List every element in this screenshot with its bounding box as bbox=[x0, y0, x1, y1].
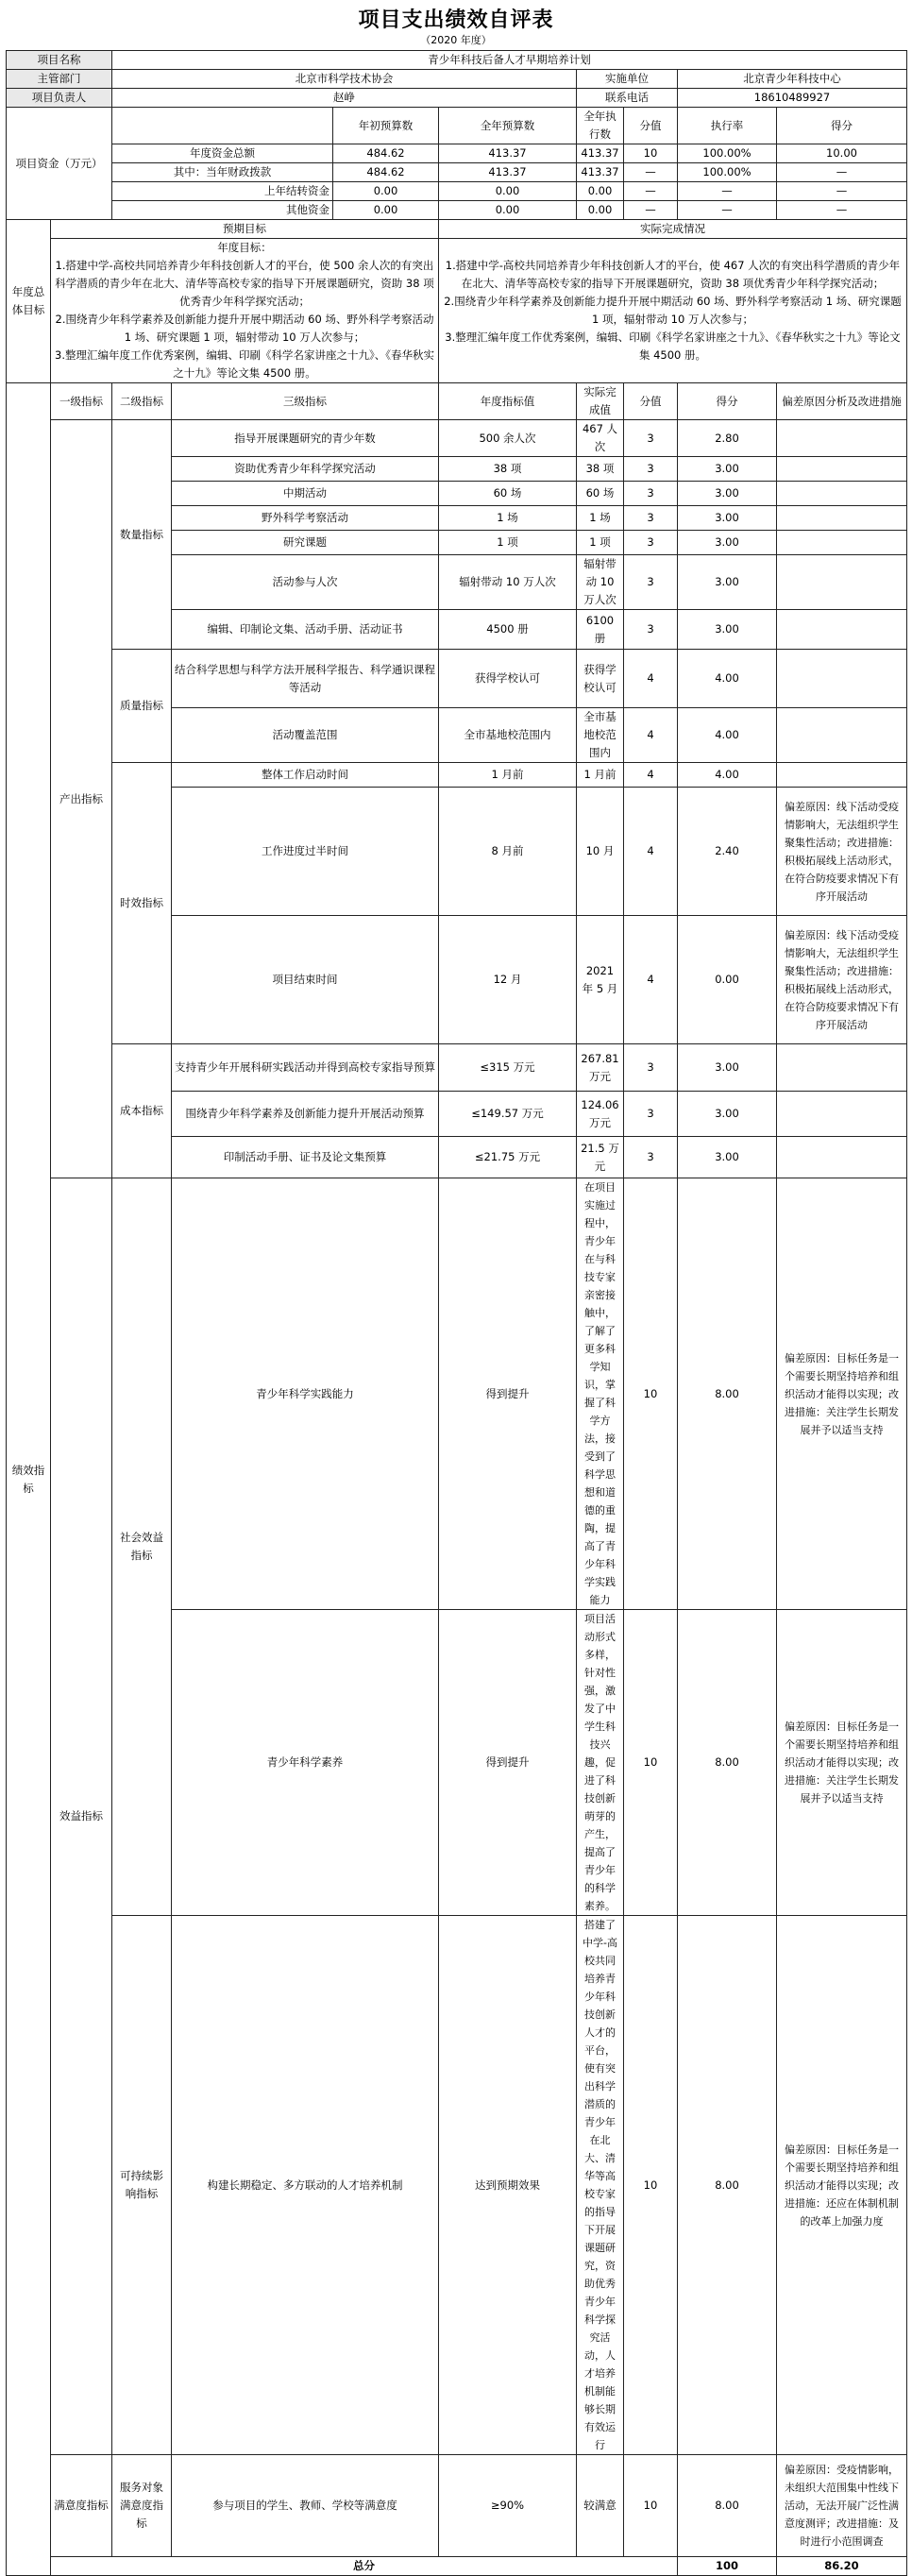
funds-cell: — bbox=[624, 201, 678, 220]
funds-header: 年初预算数 bbox=[333, 108, 439, 144]
indicator-deviation: 偏差原因：目标任务是一个需要长期坚持培养和组织活动才能得以实现；改进措施：关注学生长期发展并予以适当支持 bbox=[777, 1610, 907, 1916]
indicator-got: 3.00 bbox=[678, 1092, 777, 1137]
dept-label: 主管部门 bbox=[7, 70, 112, 89]
indicator-actual: 267.81 万元 bbox=[577, 1044, 624, 1092]
funds-cell: 413.37 bbox=[577, 144, 624, 163]
indicator-deviation bbox=[777, 506, 907, 531]
lead-label: 项目负责人 bbox=[7, 89, 112, 108]
indicator-actual: 2021 年 5 月 bbox=[577, 916, 624, 1044]
perf-header: 分值 bbox=[624, 383, 678, 420]
funds-cell: — bbox=[777, 182, 907, 201]
indicator-score: 10 bbox=[624, 2455, 678, 2557]
indicator-score: 4 bbox=[624, 650, 678, 708]
indicator-name: 资助优秀青少年科学探究活动 bbox=[172, 457, 439, 482]
indicator-name: 中期活动 bbox=[172, 482, 439, 506]
project-name: 青少年科技后备人才早期培养计划 bbox=[112, 51, 907, 70]
impl-value: 北京青少年科技中心 bbox=[678, 70, 907, 89]
indicator-score: 3 bbox=[624, 1137, 678, 1178]
info-row-name bbox=[7, 51, 907, 70]
indicator-name: 围绕青少年科学素养及创新能力提升开展活动预算 bbox=[172, 1092, 439, 1137]
indicator-name: 活动参与人次 bbox=[172, 555, 439, 610]
level2-quantity: 数量指标 bbox=[112, 420, 172, 650]
funds-cell: 413.37 bbox=[439, 163, 577, 182]
name-label: 项目名称 bbox=[7, 51, 112, 70]
indicator-actual: 1 月前 bbox=[577, 763, 624, 788]
funds-row-label: 上年结转资金 bbox=[112, 182, 333, 201]
indicator-actual: 搭建了中学-高校共同培养青少年科技创新人才的平台，使有突出科学潜质的青少年在北大、清华等高校专家的指导下开展课题研究，资助优秀青少年科学探究活动，人才培养机制能够长期有效运行 bbox=[577, 1916, 624, 2455]
table-row bbox=[7, 420, 907, 457]
table-row bbox=[7, 763, 907, 788]
indicator-deviation: 偏差原因：目标任务是一个需要长期坚持培养和组织活动才能得以实现；改进措施：还应在体制机制的改革上加强力度 bbox=[777, 1916, 907, 2455]
indicator-score: 4 bbox=[624, 788, 678, 916]
total-label: 总分 bbox=[51, 2557, 678, 2576]
total-got: 86.20 bbox=[777, 2557, 907, 2576]
funds-cell: 100.00% bbox=[678, 163, 777, 182]
actual-header: 实际完成情况 bbox=[439, 220, 907, 239]
indicator-got: 3.00 bbox=[678, 1044, 777, 1092]
indicator-score: 3 bbox=[624, 420, 678, 457]
funds-cell: 484.62 bbox=[333, 144, 439, 163]
perf-header-row bbox=[7, 383, 907, 420]
expected-line: 1.搭建中学-高校共同培养青少年科技创新人才的平台，使 500 余人次的有突出科学潜质的青少年在北大、清华等高校专家的指导下开展课题研究，资助 38 项优秀青少年科学探究活动； bbox=[55, 259, 434, 308]
indicator-got: 3.00 bbox=[678, 1137, 777, 1178]
indicator-deviation bbox=[777, 610, 907, 650]
table-row bbox=[7, 1916, 907, 2455]
indicator-score: 10 bbox=[624, 1610, 678, 1916]
funds-label: 项目资金（万元） bbox=[7, 108, 112, 220]
indicator-got: 4.00 bbox=[678, 763, 777, 788]
indicator-score: 10 bbox=[624, 1916, 678, 2455]
indicator-deviation bbox=[777, 482, 907, 506]
perf-side-label: 绩效指标 bbox=[7, 383, 51, 2576]
actual-line: 1.搭建中学-高校共同培养青少年科技创新人才的平台，使 467 人次的有突出科学潜质的青少年在北大、清华等高校专家的指导下开展课题研究，资助 38 项优秀青少年科学探究活动； bbox=[445, 259, 901, 290]
indicator-name: 结合科学思想与科学方法开展科学报告、科学通识课程等活动 bbox=[172, 650, 439, 708]
perf-header: 实际完成值 bbox=[577, 383, 624, 420]
indicator-score: 3 bbox=[624, 555, 678, 610]
funds-cell: — bbox=[678, 201, 777, 220]
level2-social: 社会效益指标 bbox=[112, 1178, 172, 1916]
indicator-target: 获得学校认可 bbox=[439, 650, 577, 708]
indicator-deviation bbox=[777, 555, 907, 610]
funds-cell: 0.00 bbox=[439, 201, 577, 220]
indicator-target: ≤315 万元 bbox=[439, 1044, 577, 1092]
indicator-score: 4 bbox=[624, 763, 678, 788]
indicator-actual: 60 场 bbox=[577, 482, 624, 506]
indicator-name: 项目结束时间 bbox=[172, 916, 439, 1044]
indicator-name: 支持青少年开展科研实践活动并得到高校专家指导预算 bbox=[172, 1044, 439, 1092]
indicator-actual: 全市基地校范围内 bbox=[577, 708, 624, 763]
indicator-name: 指导开展课题研究的青少年数 bbox=[172, 420, 439, 457]
funds-cell: 413.37 bbox=[439, 144, 577, 163]
indicator-target: ≤149.57 万元 bbox=[439, 1092, 577, 1137]
indicator-got: 8.00 bbox=[678, 1178, 777, 1610]
indicator-got: 8.00 bbox=[678, 2455, 777, 2557]
indicator-name: 整体工作启动时间 bbox=[172, 763, 439, 788]
indicator-actual: 124.06 万元 bbox=[577, 1092, 624, 1137]
dept-value: 北京市科学技术协会 bbox=[112, 70, 577, 89]
indicator-deviation bbox=[777, 650, 907, 708]
actual-line: 3.整理汇编年度工作优秀案例，编辑、印刷《科学名家讲座之十九》、《春华秋实之十九》等论文集 4500 册。 bbox=[445, 330, 901, 362]
indicator-name: 编辑、印制论文集、活动手册、活动证书 bbox=[172, 610, 439, 650]
indicator-deviation: 偏差原因：线下活动受疫情影响大，无法组织学生聚集性活动；改进措施：积极拓展线上活动形式，在符合防疫要求情况下有序开展活动 bbox=[777, 916, 907, 1044]
funds-row-label: 年度资金总额 bbox=[112, 144, 333, 163]
funds-cell: 0.00 bbox=[333, 201, 439, 220]
indicator-target: 1 项 bbox=[439, 531, 577, 555]
funds-cell: 100.00% bbox=[678, 144, 777, 163]
page-year: （2020 年度） bbox=[420, 34, 492, 46]
indicator-name: 参与项目的学生、教师、学校等满意度 bbox=[172, 2455, 439, 2557]
actual-goals bbox=[439, 239, 907, 383]
table-row bbox=[7, 1044, 907, 1092]
table-row bbox=[7, 1178, 907, 1610]
indicator-got: 3.00 bbox=[678, 457, 777, 482]
indicator-target: 500 余人次 bbox=[439, 420, 577, 457]
funds-header: 全年预算数 bbox=[439, 108, 577, 144]
indicator-got: 3.00 bbox=[678, 506, 777, 531]
indicator-deviation bbox=[777, 708, 907, 763]
indicator-deviation: 偏差原因：线下活动受疫情影响大，无法组织学生聚集性活动；改进措施：积极拓展线上活动形式，在符合防疫要求情况下有序开展活动 bbox=[777, 788, 907, 916]
table-row bbox=[7, 650, 907, 708]
indicator-deviation: 偏差原因：目标任务是一个需要长期坚持培养和组织活动才能得以实现；改进措施：关注学生长期发展并予以适当支持 bbox=[777, 1178, 907, 1610]
indicator-target: ≥90% bbox=[439, 2455, 577, 2557]
funds-row bbox=[7, 201, 907, 220]
indicator-got: 0.00 bbox=[678, 916, 777, 1044]
funds-cell: — bbox=[777, 163, 907, 182]
info-row-dept bbox=[7, 70, 907, 89]
indicator-target: 38 项 bbox=[439, 457, 577, 482]
expected-header: 预期目标 bbox=[51, 220, 439, 239]
indicator-score: 3 bbox=[624, 1092, 678, 1137]
actual-line: 2.围绕青少年科学素养及创新能力提升开展中期活动 60 场、野外科学考察活动 1 场、研究课题 1 项，辐射带动 10 万人次参与； bbox=[444, 295, 902, 326]
indicator-deviation bbox=[777, 457, 907, 482]
indicator-got: 3.00 bbox=[678, 482, 777, 506]
indicator-target: 得到提升 bbox=[439, 1610, 577, 1916]
indicator-score: 10 bbox=[624, 1178, 678, 1610]
funds-cell: 0.00 bbox=[333, 182, 439, 201]
funds-cell: 0.00 bbox=[439, 182, 577, 201]
funds-cell: 413.37 bbox=[577, 163, 624, 182]
evaluation-table bbox=[6, 50, 907, 2576]
page-title: 项目支出绩效自评表 bbox=[358, 8, 554, 32]
funds-cell: — bbox=[777, 201, 907, 220]
indicator-name: 活动覆盖范围 bbox=[172, 708, 439, 763]
indicator-name: 野外科学考察活动 bbox=[172, 506, 439, 531]
indicator-got: 4.00 bbox=[678, 650, 777, 708]
indicator-target: 辐射带动 10 万人次 bbox=[439, 555, 577, 610]
indicator-target: 4500 册 bbox=[439, 610, 577, 650]
phone-value: 18610489927 bbox=[678, 89, 907, 108]
funds-row-label: 其他资金 bbox=[112, 201, 333, 220]
indicator-score: 3 bbox=[624, 506, 678, 531]
indicator-actual: 获得学校认可 bbox=[577, 650, 624, 708]
funds-cell: 0.00 bbox=[577, 201, 624, 220]
indicator-actual: 467 人次 bbox=[577, 420, 624, 457]
funds-header-row bbox=[7, 108, 907, 144]
indicator-target: 1 场 bbox=[439, 506, 577, 531]
indicator-score: 3 bbox=[624, 1044, 678, 1092]
perf-header: 偏差原因分析及改进措施 bbox=[777, 383, 907, 420]
indicator-actual: 1 项 bbox=[577, 531, 624, 555]
indicator-got: 8.00 bbox=[678, 1916, 777, 2455]
indicator-score: 3 bbox=[624, 531, 678, 555]
indicator-actual: 辐射带动 10 万人次 bbox=[577, 555, 624, 610]
level2-sustain: 可持续影响指标 bbox=[112, 1916, 172, 2455]
indicator-score: 4 bbox=[624, 916, 678, 1044]
funds-row bbox=[7, 144, 907, 163]
funds-cell: 10 bbox=[624, 144, 678, 163]
funds-cell: 484.62 bbox=[333, 163, 439, 182]
goals-header-row bbox=[7, 220, 907, 239]
lead-value: 赵峥 bbox=[112, 89, 577, 108]
funds-header: 分值 bbox=[624, 108, 678, 144]
total-row bbox=[7, 2557, 907, 2576]
indicator-deviation bbox=[777, 420, 907, 457]
funds-row bbox=[7, 182, 907, 201]
level2-cost: 成本指标 bbox=[112, 1044, 172, 1178]
info-row-lead bbox=[7, 89, 907, 108]
goals-body-row bbox=[7, 239, 907, 383]
indicator-name: 青少年科学实践能力 bbox=[172, 1178, 439, 1610]
indicator-name: 青少年科学素养 bbox=[172, 1610, 439, 1916]
level2-service: 服务对象满意度指标 bbox=[112, 2455, 172, 2557]
level1-satisfaction: 满意度指标 bbox=[51, 2455, 112, 2557]
indicator-actual: 21.5 万元 bbox=[577, 1137, 624, 1178]
indicator-actual: 6100 册 bbox=[577, 610, 624, 650]
indicator-target: 12 月 bbox=[439, 916, 577, 1044]
indicator-target: 8 月前 bbox=[439, 788, 577, 916]
indicator-actual: 10 月 bbox=[577, 788, 624, 916]
indicator-deviation bbox=[777, 763, 907, 788]
indicator-deviation bbox=[777, 1092, 907, 1137]
phone-label: 联系电话 bbox=[577, 89, 678, 108]
indicator-target: 60 场 bbox=[439, 482, 577, 506]
funds-cell: 0.00 bbox=[577, 182, 624, 201]
expected-goals bbox=[51, 239, 439, 383]
indicator-deviation: 偏差原因：受疫情影响，未组织大范围集中性线下活动，无法开展广泛性满意度测评；改进措施：及时进行小范围调查 bbox=[777, 2455, 907, 2557]
indicator-target: 1 月前 bbox=[439, 763, 577, 788]
indicator-actual: 1 场 bbox=[577, 506, 624, 531]
indicator-actual: 较满意 bbox=[577, 2455, 624, 2557]
indicator-got: 2.40 bbox=[678, 788, 777, 916]
perf-header: 三级指标 bbox=[172, 383, 439, 420]
funds-row-label: 其中：当年财政拨款 bbox=[112, 163, 333, 182]
funds-header: 得分 bbox=[777, 108, 907, 144]
goals-label: 年度总体目标 bbox=[7, 220, 51, 383]
impl-label: 实施单位 bbox=[577, 70, 678, 89]
funds-cell: — bbox=[624, 182, 678, 201]
perf-header: 年度指标值 bbox=[439, 383, 577, 420]
indicator-actual: 38 项 bbox=[577, 457, 624, 482]
indicator-got: 3.00 bbox=[678, 555, 777, 610]
indicator-score: 3 bbox=[624, 610, 678, 650]
funds-cell: 10.00 bbox=[777, 144, 907, 163]
indicator-target: 得到提升 bbox=[439, 1178, 577, 1610]
level2-time: 时效指标 bbox=[112, 763, 172, 1044]
indicator-name: 印制活动手册、证书及论文集预算 bbox=[172, 1137, 439, 1178]
expected-line: 3.整理汇编年度工作优秀案例，编辑、印刷《科学名家讲座之十九》、《春华秋实之十九》等论文集 4500 册。 bbox=[55, 348, 434, 380]
indicator-name: 研究课题 bbox=[172, 531, 439, 555]
indicator-score: 4 bbox=[624, 708, 678, 763]
total-score: 100 bbox=[678, 2557, 777, 2576]
indicator-deviation bbox=[777, 531, 907, 555]
level1-benefit: 效益指标 bbox=[51, 1178, 112, 2455]
indicator-got: 2.80 bbox=[678, 420, 777, 457]
indicator-target: 达到预期效果 bbox=[439, 1916, 577, 2455]
indicator-target: 全市基地校范围内 bbox=[439, 708, 577, 763]
table-row bbox=[7, 2455, 907, 2557]
funds-row bbox=[7, 163, 907, 182]
indicator-name: 工作进度过半时间 bbox=[172, 788, 439, 916]
indicator-actual: 在项目实施过程中，青少年在与科技专家亲密接触中，了解了更多科学知识，掌握了科学方法，接受到了科学思想和道德的重陶，提高了青少年科学实践能力 bbox=[577, 1178, 624, 1610]
indicator-got: 4.00 bbox=[678, 708, 777, 763]
indicator-actual: 项目活动形式多样，针对性强，激发了中学生科技兴趣，促进了科技创新萌芽的产生，提高了青少年的科学素养。 bbox=[577, 1610, 624, 1916]
indicator-target: ≤21.75 万元 bbox=[439, 1137, 577, 1178]
perf-header: 得分 bbox=[678, 383, 777, 420]
perf-header: 二级指标 bbox=[112, 383, 172, 420]
indicator-got: 3.00 bbox=[678, 531, 777, 555]
indicator-got: 8.00 bbox=[678, 1610, 777, 1916]
expected-line: 年度目标： bbox=[217, 241, 272, 254]
funds-header: 全年执行数 bbox=[577, 108, 624, 144]
funds-cell: — bbox=[624, 163, 678, 182]
indicator-got: 3.00 bbox=[678, 610, 777, 650]
level2-quality: 质量指标 bbox=[112, 650, 172, 763]
funds-header: 执行率 bbox=[678, 108, 777, 144]
expected-line: 2.围绕青少年科学素养及创新能力提升开展中期活动 60 场、野外科学考察活动 1 场、研究课题 1 项，辐射带动 10 万人次参与； bbox=[55, 313, 434, 344]
level1-output: 产出指标 bbox=[51, 420, 112, 1178]
indicator-deviation bbox=[777, 1044, 907, 1092]
indicator-score: 3 bbox=[624, 482, 678, 506]
indicator-score: 3 bbox=[624, 457, 678, 482]
indicator-name: 构建长期稳定、多方联动的人才培养机制 bbox=[172, 1916, 439, 2455]
indicator-deviation bbox=[777, 1137, 907, 1178]
funds-cell: — bbox=[678, 182, 777, 201]
perf-header: 一级指标 bbox=[51, 383, 112, 420]
